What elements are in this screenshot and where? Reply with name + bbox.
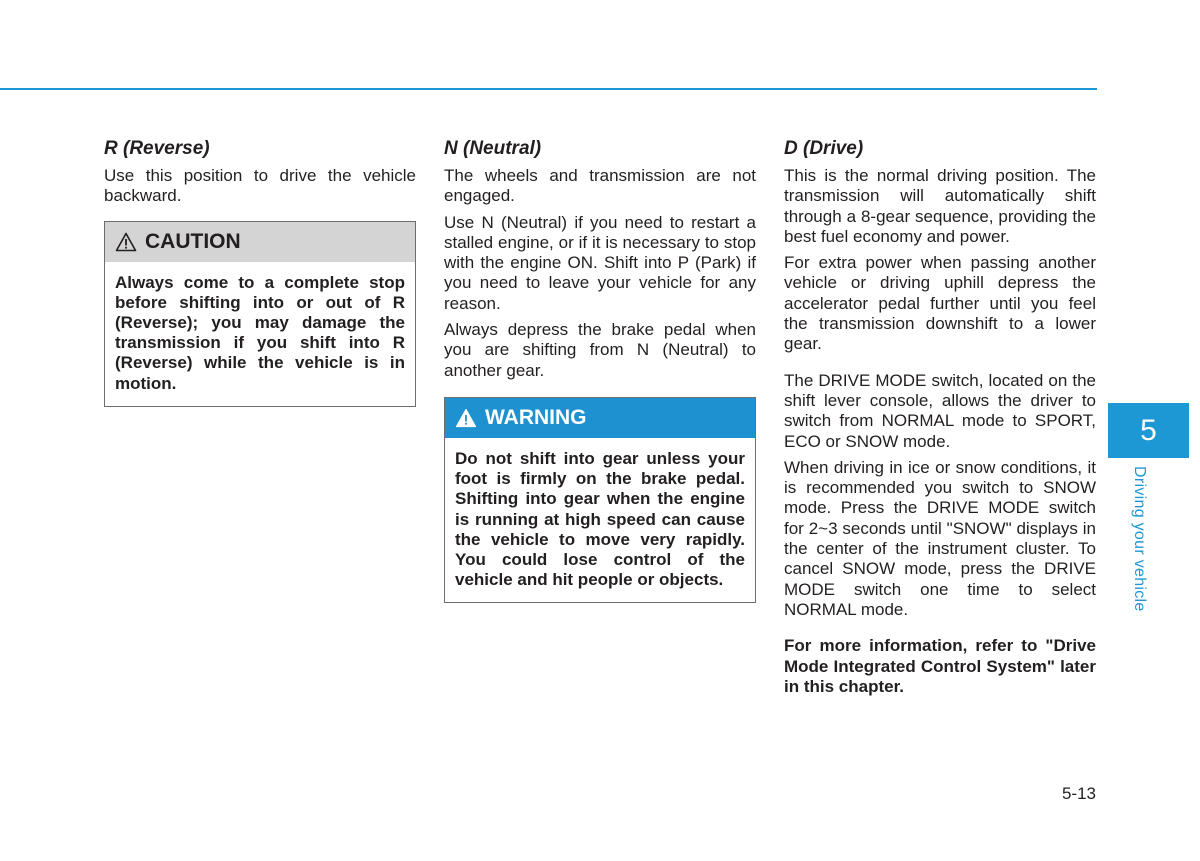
reverse-heading: R (Reverse) [104, 138, 210, 159]
caution-box [104, 221, 416, 407]
caution-header [105, 222, 415, 262]
drive-reference-note: For more information, refer to "Drive Mode Integrated Control System" later in this chapter. [784, 636, 1096, 696]
neutral-paragraph-2: Use N (Neutral) if you need to restart a stalled engine, or if it is necessary to stop with the engine ON. Shift into P (Park) if you need to leave your vehicle for any reason. [444, 212, 756, 313]
neutral-paragraph-1: The wheels and transmission are not engaged. [444, 166, 756, 206]
warning-box [444, 397, 756, 603]
warning-text: Do not shift into gear unless your foot is firmly on the brake pedal. Shifting into gear when the engine is running at high speed can cause the vehicle to move very rapidly. You could lose control of the vehicle and hit people or objects. [455, 448, 745, 590]
drive-paragraph-4: When driving in ice or snow conditions, it is recommended you switch to SNOW mode. Press the DRIVE MODE switch for 2~3 seconds until "SNOW" displays in the center of the instrument cluster. To cancel SNOW mode, press the DRIVE MODE switch one time to select NORMAL mode. [784, 457, 1096, 619]
warning-triangle-outline-icon [115, 232, 137, 252]
drive-paragraph-3: The DRIVE MODE switch, located on the shift lever console, allows the driver to switch from NORMAL mode to SPORT, ECO or SNOW mode. [784, 370, 1096, 451]
chapter-title: Driving your vehicle [1131, 466, 1148, 612]
top-rule [0, 88, 1097, 90]
caution-text: Always come to a complete stop before shifting into or out of R (Reverse); you may damage the transmission if you shift into R (Reverse) while the vehicle is in motion. [115, 272, 405, 393]
drive-section [784, 137, 1096, 703]
neutral-heading: N (Neutral) [444, 138, 542, 159]
page-number: 5-13 [1061, 784, 1096, 803]
drive-paragraph-1: This is the normal driving position. The transmission will automatically shift through a 8-gear sequence, providing the best fuel economy and power. [784, 166, 1096, 246]
neutral-section [444, 137, 756, 603]
warning-header [445, 398, 755, 438]
caution-title: CAUTION [145, 229, 241, 253]
drive-heading: D (Drive) [784, 138, 864, 159]
neutral-paragraph-3: Always depress the brake pedal when you are shifting from N (Neutral) to another gear. [444, 320, 756, 380]
warning-triangle-filled-icon [455, 408, 477, 428]
reverse-section [104, 137, 416, 407]
drive-paragraph-2: For extra power when passing another vehicle or driving uphill depress the accelerator pedal further until you feel the transmission downshift to a lower gear. [784, 253, 1096, 354]
reverse-paragraph: Use this position to drive the vehicle backward. [104, 166, 416, 206]
chapter-tab: 5 [1108, 403, 1189, 458]
warning-title: WARNING [485, 405, 587, 429]
